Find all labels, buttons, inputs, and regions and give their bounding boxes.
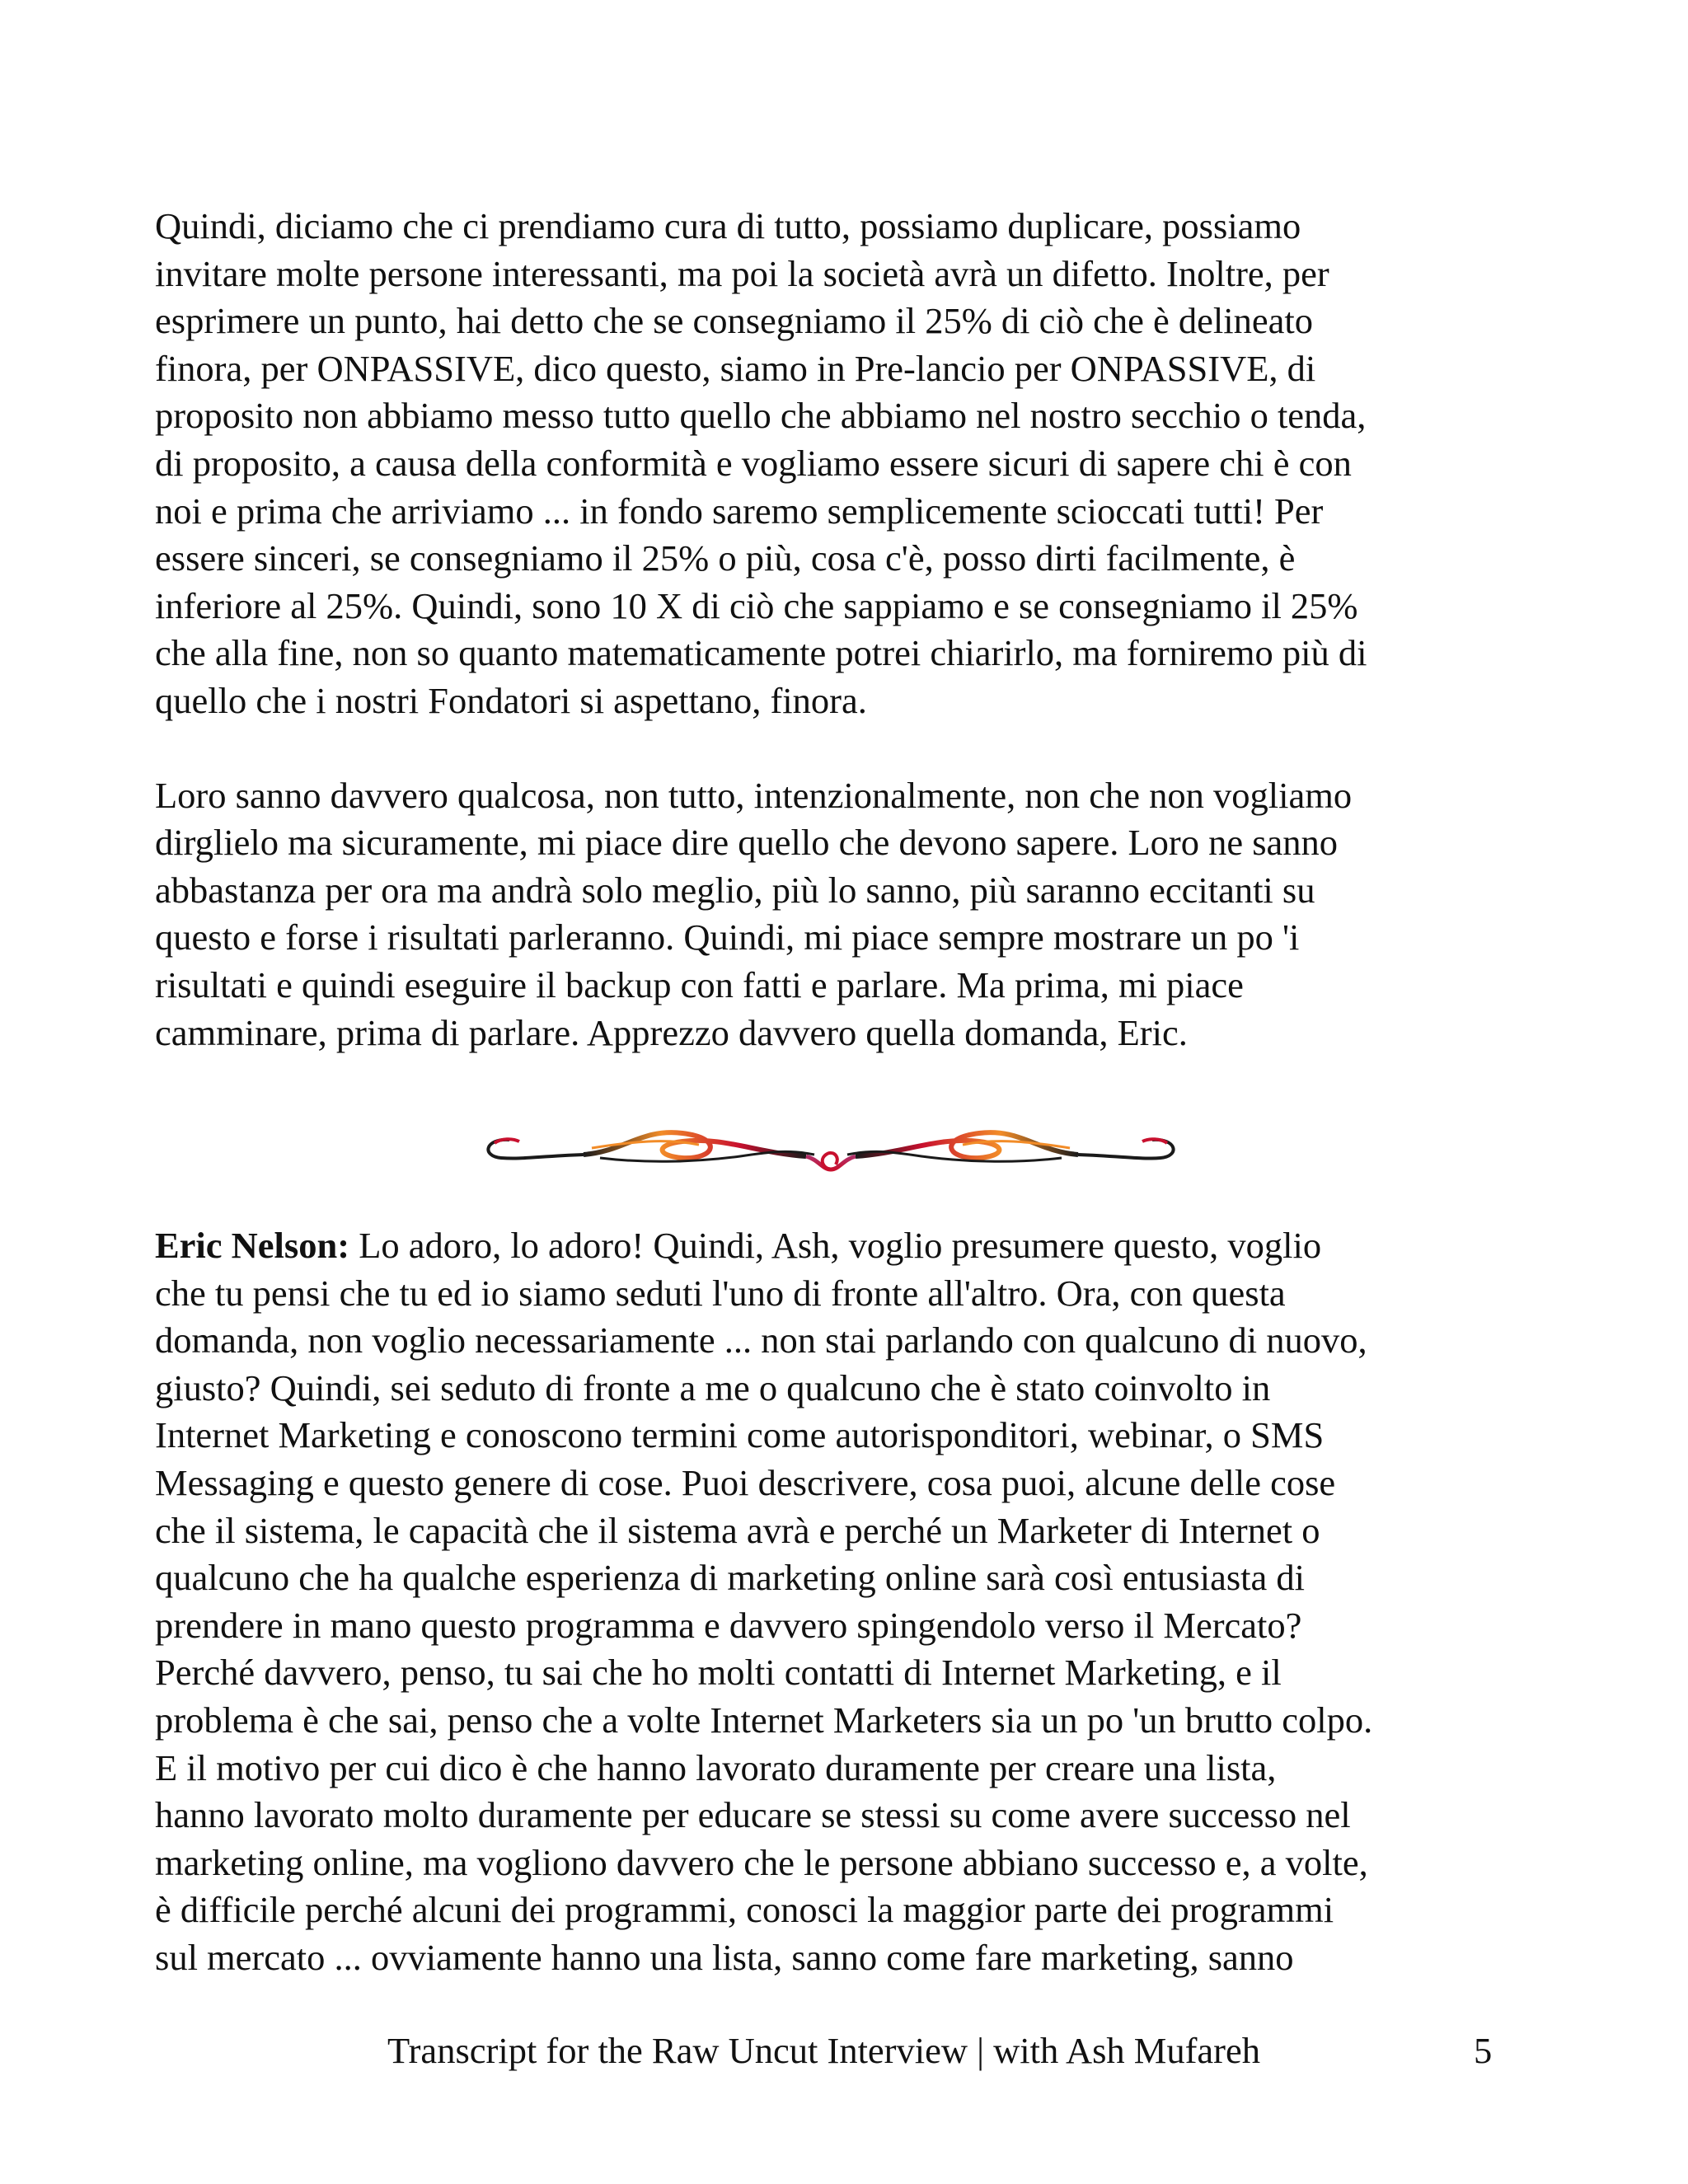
footer-title: Transcript for the Raw Uncut Interview | with Ash Mufareh [387,2030,1260,2071]
text-line: problema è che sai, penso che a volte Internet Marketers sia un po 'un brutto colpo. [155,1699,1373,1741]
text-line: Internet Marketing e conoscono termini come autorisponditori, webinar, o SMS [155,1414,1325,1456]
text-line: Quindi, diciamo che ci prendiamo cura di tutto, possiamo duplicare, possiamo [155,205,1301,246]
text-line: finora, per ONPASSIVE, dico questo, siamo in Pre-lancio per ONPASSIVE, di [155,347,1316,389]
paragraph-2 [155,772,1540,1057]
text-line: essere sinceri, se consegniamo il 25% o più, cosa c'è, posso dirti facilmente, è [155,537,1296,579]
document-page [155,203,1540,1978]
text-line: hanno lavorato molto duramente per educare se stessi su come avere successo nel [155,1794,1351,1836]
text-line: Messaging e questo genere di cose. Puoi descrivere, cosa puoi, alcune delle cose [155,1461,1336,1503]
text-line: che alla fine, non so quanto matematicamente potrei chiarirlo, ma forniremo più di [155,632,1367,674]
text-line [155,1222,1372,1270]
text-line: noi e prima che arriviamo ... in fondo saremo semplicemente scioccati tutti! Per [155,490,1324,532]
text-line: giusto? Quindi, sei seduto di fronte a me o qualcuno che è stato coinvolto in [155,1366,1271,1408]
text-line: quello che i nostri Fondatori si aspettano, finora. [155,679,867,721]
paragraph-gap [155,725,1540,772]
page-footer [0,2029,1688,2079]
paragraph-1 [155,203,1540,725]
text-line: è difficile perché alcuni dei programmi, conosci la maggior parte dei programmi [155,1889,1334,1931]
text-line: che tu pensi che tu ed io siamo seduti l'uno di fronte all'altro. Ora, con questa [155,1272,1286,1314]
text-line: abbastanza per ora ma andrà solo meglio, più lo sanno, più saranno eccitanti su [155,869,1315,911]
text-line: marketing online, ma vogliono davvero che le persone abbiano successo e, a volte, [155,1841,1368,1883]
text-line: che il sistema, le capacità che il sistema avrà e perché un Marketer di Internet o [155,1509,1320,1551]
text-line: domanda, non voglio necessariamente ... non stai parlando con qualcuno di nuovo, [155,1319,1367,1361]
text-line: questo e forse i risultati parleranno. Quindi, mi piace sempre mostrare un po 'i [155,916,1300,958]
paragraph-3 [155,1222,1372,1982]
text-line: esprimere un punto, hai detto che se consegniamo il 25% di ciò che è delineato [155,300,1314,342]
text-line: risultati e quindi eseguire il backup con fatti e parlare. Ma prima, mi piace [155,963,1244,1005]
text-line: inferiore al 25%. Quindi, sono 10 X di ciò che sappiamo e se consegniamo il 25% [155,584,1358,626]
text-line: proposito non abbiamo messo tutto quello che abbiamo nel nostro secchio o tenda, [155,395,1367,437]
text-line: sul mercato ... ovviamente hanno una lista, sanno come fare marketing, sanno [155,1936,1294,1978]
text-line: Loro sanno davvero qualcosa, non tutto, intenzionalmente, non che non vogliamo [155,774,1353,816]
text-line: Perché davvero, penso, tu sai che ho molti contatti di Internet Marketing, e il [155,1652,1282,1694]
page-number: 5 [1474,2030,1493,2071]
text-line: di proposito, a causa della conformità e vogliamo essere sicuri di sapere chi è con [155,442,1352,484]
text-line: prendere in mano questo programma e davvero spingendolo verso il Mercato? [155,1604,1302,1646]
text-line: dirglielo ma sicuramente, mi piace dire quello che devono sapere. Loro ne sanno [155,822,1339,864]
text-line: invitare molte persone interessanti, ma poi la società avrà un difetto. Inoltre, per [155,252,1329,294]
speaker-name: Eric Nelson: [155,1225,350,1266]
text-line: E il motivo per cui dico è che hanno lavorato duramente per creare una lista, [155,1746,1277,1788]
ornamental-flourish-divider-icon [476,1108,1185,1191]
text-line: camminare, prima di parlare. Apprezzo davvero quella domanda, Eric. [155,1011,1188,1053]
speaker-text: Lo adoro, lo adoro! Quindi, Ash, voglio presumere questo, voglio [349,1225,1322,1266]
text-line: qualcuno che ha qualche esperienza di marketing online sarà così entusiasta di [155,1557,1306,1599]
